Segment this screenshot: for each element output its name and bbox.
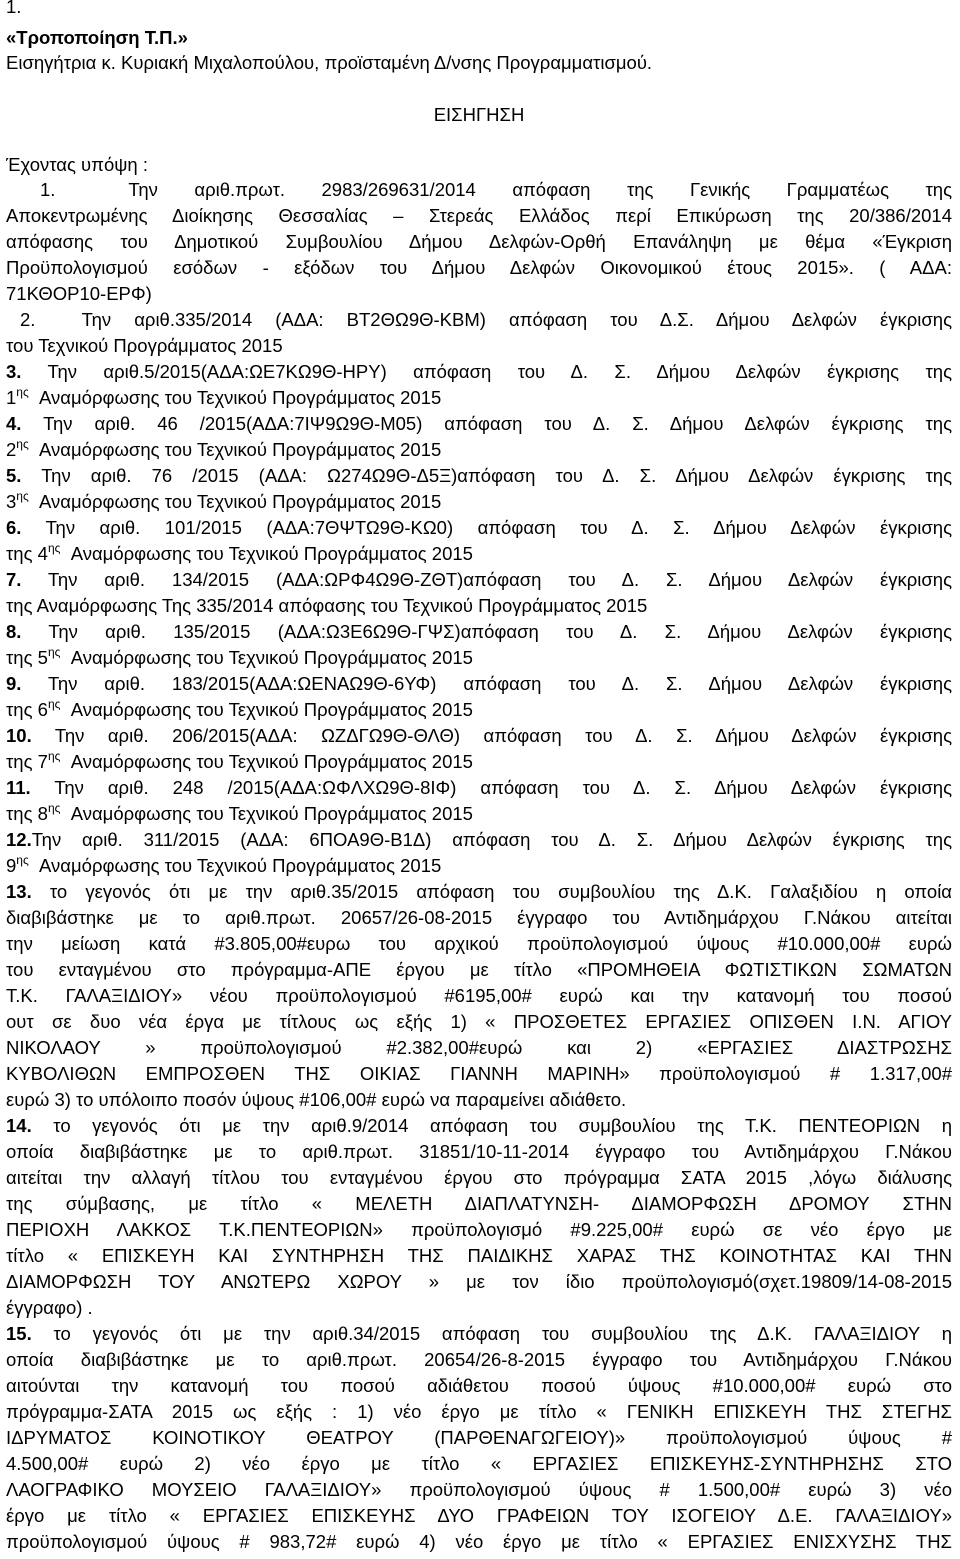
item-11-line-2: της $8^{\eta\varsigma}$ Αναμόρφωσης του Τεχνικού Προγράμματος 2015 bbox=[6, 801, 473, 824]
item-12-line-2: $9^{\eta\varsigma}$ Αναμόρφωσης του Τεχνικού Προγράμματος 2015 bbox=[6, 853, 442, 876]
item-15-line-9: προϋπολογισμού ύψους # 983,72# ευρώ 4) νέο έργο με τίτλο « ΕΡΓΑΣΙΕΣ ΕΝΙΣΧΥΣΗΣ ΤΗΣ bbox=[6, 1531, 952, 1552]
item-13-line-4: του ενταγμένου στο πρόγραμμα-ΑΠΕ έργου με τίτλο «ΠΡΟΜΗΘΕΙΑ ΦΩΤΙΣΤΙΚΩΝ ΣΩΜΑΤΩΝ bbox=[6, 959, 952, 980]
item-5-line-1: 5. Την αριθ. 76 /2015 (ΑΔΑ: Ω274Ω9Θ-Δ5Ξ)απόφαση του Δ. Σ. Δήμου Δελφών έγκρισης της bbox=[6, 465, 952, 486]
item-6-line-1: 6. Την αριθ. 101/2015 (ΑΔΑ:7ΘΨΤΩ9Θ-ΚΩ0) απόφαση του Δ. Σ. Δήμου Δελφών έγκρισης bbox=[6, 517, 952, 538]
item-15-line-4: πρόγραμμα-ΣΑΤΑ 2015 ως εξής : 1) νέο έργο με τίτλο « ΓΕΝΙΚΗ ΕΠΙΣΚΕΥΗ ΤΗΣ ΣΤΕΓΗΣ bbox=[6, 1401, 952, 1422]
rapporteur-line: Εισηγήτρια κ. Κυριακή Μιχαλοπούλου, προϊσταμένη Δ/νσης Προγραμματισμού. bbox=[6, 52, 653, 73]
item-number: 1. bbox=[6, 0, 22, 17]
item-1-line-5: 71ΚΘΟΡ10-ΕΡΦ) bbox=[6, 283, 152, 304]
item-9-line-1: 9. Την αριθ. 183/2015(ΑΔΑ:ΩΕΝΑΩ9Θ-6ΥΦ) απόφαση του Δ. Σ. Δήμου Δελφών έγκρισης bbox=[6, 673, 952, 694]
item-13-line-3: την μείωση κατά #3.805,00#ευρω του αρχικού προϋπολογισμού ύψους #10.000,00# ευρώ bbox=[6, 933, 952, 954]
item-2-line-1: 2. Την αριθ.335/2014 (ΑΔΑ: ΒΤ2ΘΩ9Θ-ΚΒΜ) απόφαση του Δ.Σ. Δήμου Δελφών έγκρισης bbox=[20, 309, 952, 330]
item-9-line-2: της $6^{\eta\varsigma}$ Αναμόρφωσης του Τεχνικού Προγράμματος 2015 bbox=[6, 697, 473, 720]
item-13-line-5: Τ.Κ. ΓΑΛΑΞΙΔΙΟΥ» νέου προϋπολογισμού #6195,00# ευρώ και την κατανομή του ποσού bbox=[6, 985, 952, 1006]
section-heading: ΕΙΣΗΓΗΣΗ bbox=[433, 104, 525, 125]
item-15-line-5: ΙΔΡΥΜΑΤΟΣ ΚΟΙΝΟΤΙΚΟΥ ΘΕΑΤΡΟΥ (ΠΑΡΘΕΝΑΓΩΓΕΙΟΥ)» προϋπολογισμού ύψους # bbox=[6, 1427, 952, 1448]
item-4-line-2: $2^{\eta\varsigma}$ Αναμόρφωσης του Τεχνικού Προγράμματος 2015 bbox=[6, 437, 442, 460]
item-14-line-6: τίτλο « ΕΠΙΣΚΕΥΗ ΚΑΙ ΣΥΝΤΗΡΗΣΗ ΤΗΣ ΠΑΙΔΙΚΗΣ ΧΑΡΑΣ ΤΗΣ ΚΟΙΝΟΤΗΤΑΣ ΚΑΙ ΤΗΝ bbox=[6, 1245, 952, 1266]
item-15-line-1: 15. το γεγονός ότι με την αριθ.34/2015 απόφαση του συμβουλίου της Δ.Κ. ΓΑΛΑΞΙΔΙΟΥ η bbox=[6, 1323, 952, 1344]
item-2-line-2: του Τεχνικού Προγράμματος 2015 bbox=[6, 335, 283, 356]
item-5-line-2: $3^{\eta\varsigma}$ Αναμόρφωσης του Τεχνικού Προγράμματος 2015 bbox=[6, 489, 442, 512]
item-15-line-2: οποία διαβιβάστηκε με το αριθ.πρωτ. 20654/26-8-2015 έγγραφο του Αντιδημάρχου Γ.Νάκου bbox=[6, 1349, 952, 1370]
item-11-line-1: 11. Την αριθ. 248 /2015(ΑΔΑ:ΩΦΛΧΩ9Θ-8ΙΦ) απόφαση του Δ. Σ. Δήμου Δελφών έγκρισης bbox=[6, 777, 952, 798]
item-14-line-1: 14. το γεγονός ότι με την αριθ.9/2014 απόφαση του συμβουλίου της Τ.Κ. ΠΕΝΤΕΟΡΙΩΝ η bbox=[6, 1115, 952, 1136]
item-15-line-7: ΛΑΟΓΡΑΦΙΚΟ ΜΟΥΣΕΙΟ ΓΑΛΑΞΙΔΙΟΥ» προϋπολογισμού ύψους # 1.500,00# ευρώ 3) νέο bbox=[6, 1479, 952, 1500]
item-3-line-1: 3. Την αριθ.5/2015(ΑΔΑ:ΩΕ7ΚΩ9Θ-ΗΡΥ) απόφαση του Δ. Σ. Δήμου Δελφών έγκρισης της bbox=[6, 361, 952, 382]
item-7-line-2: της Αναμόρφωσης Της 335/2014 απόφασης του Τεχνικού Προγράμματος 2015 bbox=[6, 595, 648, 616]
item-1-line-1: 1. Την αριθ.πρωτ. 2983/269631/2014 απόφαση της Γενικής Γραμματέως της bbox=[40, 179, 952, 200]
item-10-line-1: 10. Την αριθ. 206/2015(ΑΔΑ: ΩΖΔΓΩ9Θ-ΘΛΘ) απόφαση του Δ. Σ. Δήμου Δελφών έγκρισης bbox=[6, 725, 952, 746]
item-3-line-2: $1^{\eta\varsigma}$ Αναμόρφωσης του Τεχνικού Προγράμματος 2015 bbox=[6, 385, 442, 408]
item-15-line-3: αιτούνται την κατανομή του ποσού αδιάθετου ποσού ύψους #10.000,00# ευρώ στο bbox=[6, 1375, 952, 1396]
item-8-line-2: της $5^{\eta\varsigma}$ Αναμόρφωσης του Τεχνικού Προγράμματος 2015 bbox=[6, 645, 473, 668]
item-1-line-4: Προϋπολογισμού εσόδων - εξόδων του Δήμου Δελφών Οικονομικού έτους 2015». ( ΑΔΑ: bbox=[6, 257, 952, 278]
item-13-line-1: 13. το γεγονός ότι με την αριθ.35/2015 απόφαση του συμβουλίου της Δ.Κ. Γαλαξιδίου η οποία bbox=[6, 881, 952, 902]
item-14-line-7: ΔΙΑΜΟΡΦΩΣΗ ΤΟΥ ΑΝΩΤΕΡΩ ΧΩΡΟΥ » με τον ίδιο προϋπολογισμό(σχετ.19809/14-08-2015 bbox=[6, 1271, 952, 1292]
item-13-line-7: ΝΙΚΟΛΑΟΥ » προϋπολογισμού #2.382,00#ευρώ και 2) «ΕΡΓΑΣΙΕΣ ΔΙΑΣΤΡΩΣΗΣ bbox=[6, 1037, 952, 1058]
item-14-line-3: αιτείται την αλλαγή τίτλου του ενταγμένου έργου στο πρόγραμμα ΣΑΤΑ 2015 ,λόγω διάλυσης bbox=[6, 1167, 952, 1188]
item-1-line-2: Αποκεντρωμένης Διοίκησης Θεσσαλίας – Στερεάς Ελλάδος περί Επικύρωση της 20/386/2014 bbox=[6, 205, 952, 226]
item-1-line-3: απόφασης του Δημοτικού Συμβουλίου Δήμου Δελφών-Ορθή Επανάληψη με θέμα «Έγκριση bbox=[6, 231, 952, 252]
item-8-line-1: 8. Την αριθ. 135/2015 (ΑΔΑ:Ω3Ε6Ω9Θ-ΓΨΣ)απόφαση του Δ. Σ. Δήμου Δελφών έγκρισης bbox=[6, 621, 952, 642]
agenda-title: «Τροποποίηση Τ.Π.» bbox=[6, 27, 188, 48]
item-13-line-9: ευρώ 3) το υπόλοιπο ποσόν ύψους #106,00# ευρώ να παραμείνει αδιάθετο. bbox=[6, 1089, 627, 1110]
item-14-line-2: οποία διαβιβάστηκε με το αριθ.πρωτ. 31851/10-11-2014 έγγραφο του Αντιδημάρχου Γ.Νάκου bbox=[6, 1141, 952, 1162]
item-10-line-2: της $7^{\eta\varsigma}$ Αναμόρφωσης του Τεχνικού Προγράμματος 2015 bbox=[6, 749, 473, 772]
item-12-line-1: 12.Την αριθ. 311/2015 (ΑΔΑ: 6ΠΟΑ9Θ-Β1Δ) απόφαση του Δ. Σ. Δήμου Δελφών έγκρισης της bbox=[6, 829, 952, 850]
item-14-line-8: έγγραφο) . bbox=[6, 1297, 93, 1318]
item-7-line-1: 7. Την αριθ. 134/2015 (ΑΔΑ:ΩΡΦ4Ω9Θ-ΖΘΤ)απόφαση του Δ. Σ. Δήμου Δελφών έγκρισης bbox=[6, 569, 952, 590]
item-4-line-1: 4. Την αριθ. 46 /2015(ΑΔΑ:7ΙΨ9Ω9Θ-Μ05) απόφαση του Δ. Σ. Δήμου Δελφών έγκρισης της bbox=[6, 413, 952, 434]
item-13-line-6: ουτ σε δυο νέα έργα με τίτλους ως εξής 1) « ΠΡΟΣΘΕΤΕΣ ΕΡΓΑΣΙΕΣ ΟΠΙΣΘΕΝ Ι.Ν. ΑΓΙΟΥ bbox=[6, 1011, 952, 1032]
item-14-line-5: ΠΕΡΙΟΧΗ ΛΑΚΚΟΣ Τ.Κ.ΠΕΝΤΕΟΡΙΩΝ» προϋπολογισμό #9.225,00# ευρώ σε νέο έργο με bbox=[6, 1219, 952, 1240]
intro-line: Έχοντας υπόψη : bbox=[6, 154, 148, 175]
item-14-line-4: της σύμβασης, με τίτλο « ΜΕΛΕΤΗ ΔΙΑΠΛΑΤΥΝΣΗ- ΔΙΑΜΟΡΦΩΣΗ ΔΡΟΜΟΥ ΣΤΗΝ bbox=[6, 1193, 952, 1214]
item-6-line-2: της $4^{\eta\varsigma}$ Αναμόρφωσης του Τεχνικού Προγράμματος 2015 bbox=[6, 541, 473, 564]
item-15-line-8: έργο με τίτλο « ΕΡΓΑΣΙΕΣ ΕΠΙΣΚΕΥΗΣ ΔΥΟ ΓΡΑΦΕΙΩΝ ΤΟΥ ΙΣΟΓΕΙΟΥ Δ.Ε. ΓΑΛΑΞΙΔΙΟΥ» bbox=[6, 1505, 952, 1526]
item-15-line-6: 4.500,00# ευρώ 2) νέο έργο με τίτλο « ΕΡΓΑΣΙΕΣ ΕΠΙΣΚΕΥΗΣ-ΣΥΝΤΗΡΗΣΗΣ ΣΤΟ bbox=[6, 1453, 952, 1474]
item-13-line-8: ΚΥΒΟΛΙΘΩΝ ΕΜΠΡΟΣΘΕΝ ΤΗΣ ΟΙΚΙΑΣ ΓΙΑΝΝΗ ΜΑΡΙΝΗ» προϋπολογισμού # 1.317,00# bbox=[6, 1063, 952, 1084]
item-13-line-2: διαβιβάστηκε με το αριθ.πρωτ. 20657/26-08-2015 έγγραφο του Αντιδημάρχου Γ.Νάκου αιτείται bbox=[6, 907, 952, 928]
